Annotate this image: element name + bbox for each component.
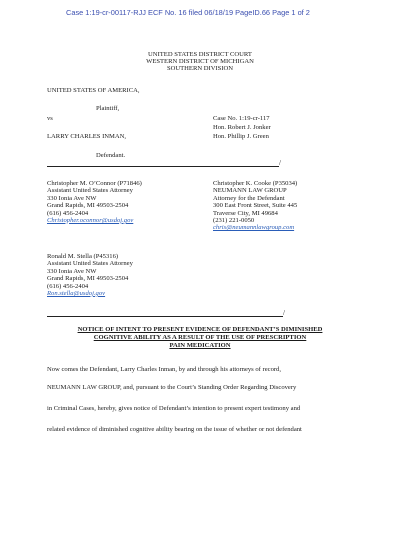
court-division: SOUTHERN DIVISION: [166, 65, 234, 72]
body-paragraph-line: Now comes the Defendant, Larry Charles Inman, by and through his attorneys of record,: [47, 366, 282, 373]
ecf-header-stamp: Case 1:19-cr-00117-RJJ ECF No. 16 filed 06/18/19 PageID.66 Page 1 of 2: [66, 8, 310, 17]
attorney-name: Christopher M. O’Connor (P71846): [47, 180, 142, 187]
notice-title-line1: NOTICE OF INTENT TO PRESENT EVIDENCE OF DEFENDANT’S DIMINISHED: [77, 326, 323, 333]
attorney-title: Assistant United States Attorney: [47, 187, 133, 195]
attorney-left-1-block: [47, 180, 142, 224]
case-number: Case No. 1:19-cr-117: [213, 115, 270, 122]
notice-title-line3: PAIN MEDICATION: [169, 342, 231, 349]
attorney-address-line2: Grand Rapids, MI 49503-2504: [47, 275, 129, 283]
judge-magistrate: Hon. Phillip J. Green: [213, 133, 269, 140]
attorney-address-line1: 330 Ionia Ave NW: [47, 267, 97, 275]
attorney-phone: (616) 456-2404: [47, 209, 89, 217]
plaintiff-name: UNITED STATES OF AMERICA,: [47, 87, 140, 94]
versus-label: vs: [47, 115, 53, 122]
counsel-rule: [47, 316, 283, 317]
attorney-firm: NEUMANN LAW GROUP: [213, 187, 287, 195]
attorney-title: Assistant United States Attorney: [47, 260, 133, 268]
plaintiff-role: Plaintiff,: [96, 105, 120, 112]
court-district: WESTERN DISTRICT OF MICHIGAN: [146, 58, 254, 65]
attorney-phone: (231) 221-0050: [213, 216, 255, 224]
body-paragraph-line: in Criminal Cases, hereby, gives notice of Defendant’s intention to present expert testimony and: [47, 405, 301, 412]
caption-rule: [47, 166, 279, 167]
attorney-phone: (616) 456-2404: [47, 282, 89, 290]
attorney-title: Attorney for the Defendant: [213, 194, 285, 202]
attorney-email-link[interactable]: Ron.stella@usdoj.gov: [47, 289, 106, 297]
attorney-name: Ronald M. Stella (P45316): [47, 253, 119, 260]
attorney-address-line2: Grand Rapids, MI 49503-2504: [47, 202, 129, 210]
caption-rule-slash: /: [279, 159, 281, 167]
body-paragraph-line: NEUMANN LAW GROUP, and, pursuant to the Court’s Standing Order Regarding Discovery: [47, 384, 297, 391]
attorney-address-line1: 330 Ionia Ave NW: [47, 194, 97, 202]
notice-title-line2: COGNITIVE ABILITY AS A RESULT OF THE USE OF PRESCRIPTION: [93, 334, 307, 341]
attorney-left-2-block: [47, 253, 133, 297]
body-paragraph-line: related evidence of diminished cognitive ability bearing on the issue of whether or not defendant: [47, 426, 302, 433]
attorney-address-line2: Traverse City, MI 49684: [213, 209, 278, 217]
attorney-name: Christopher K. Cooke (P35034): [213, 180, 298, 187]
attorney-address-line1: 300 East Front Street, Suite 445: [213, 202, 298, 210]
court-name: UNITED STATES DISTRICT COURT: [148, 51, 252, 58]
attorney-email-link[interactable]: Christopher.oconnor@usdoj.gov: [47, 216, 134, 224]
counsel-rule-slash: /: [283, 309, 285, 317]
attorney-right-1-block: [213, 180, 297, 232]
defendant-role: Defendant.: [96, 152, 126, 159]
defendant-name: LARRY CHARLES INMAN,: [47, 133, 127, 140]
judge-primary: Hon. Robert J. Jonker: [213, 124, 271, 131]
attorney-email-link[interactable]: chris@neumannlawgroup.com: [213, 224, 295, 232]
